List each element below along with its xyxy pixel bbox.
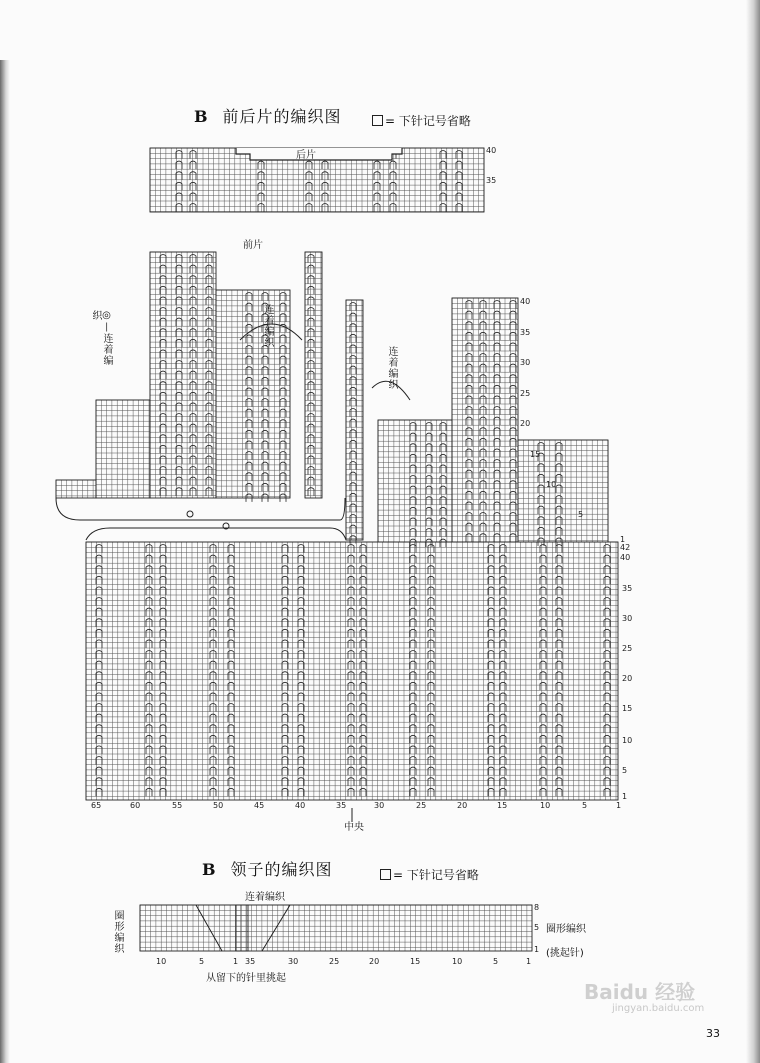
row-number: 8 <box>534 903 540 912</box>
column-number: 30 <box>374 801 385 810</box>
empty-square-icon <box>372 115 383 126</box>
row-number: 42 <box>620 543 631 552</box>
watermark-url: jingyan.baidu.com <box>612 1003 705 1014</box>
collar-top-note: 连着编织 <box>245 892 285 903</box>
circle-marker-icon <box>187 511 193 517</box>
front-right-top-cables <box>466 301 516 542</box>
front-left-slope-grid-lines <box>216 290 290 498</box>
front-left-step-grid <box>96 400 150 498</box>
column-number: 20 <box>369 957 380 966</box>
center-label: 中央 <box>344 822 364 833</box>
row-number: 20 <box>622 674 633 683</box>
column-number: 1 <box>526 957 532 966</box>
front-right-slope-grid-lines <box>378 420 452 542</box>
column-number: 10 <box>452 957 463 966</box>
collar-slope-line <box>196 905 290 951</box>
column-number: 65 <box>91 801 102 810</box>
front-strip-cables <box>308 255 314 496</box>
row-number: 30 <box>520 358 531 367</box>
column-number: 35 <box>336 801 347 810</box>
front-left-step-grid-border <box>96 400 150 498</box>
collar-bottom-note: 从留下的针里挑起 <box>206 973 286 984</box>
front-right-slope-grid <box>378 420 452 542</box>
row-number: 15 <box>530 450 541 459</box>
center-strip-cables <box>350 303 356 544</box>
section-letter: B <box>194 107 209 126</box>
row-number: 15 <box>622 704 633 713</box>
column-number: 20 <box>457 801 468 810</box>
column-number: 15 <box>410 957 421 966</box>
column-number: 40 <box>295 801 306 810</box>
empty-square-icon <box>380 869 391 880</box>
section-title-text: 领子的编织图 <box>230 860 333 879</box>
row-number: 10 <box>622 736 633 745</box>
front-left-tip-grid-lines <box>56 480 96 498</box>
front-left-tip-grid-border <box>56 480 96 498</box>
column-number: 60 <box>130 801 141 810</box>
row-number: 1 <box>622 792 628 801</box>
collar-left-note: 圈形编织 <box>112 910 123 954</box>
row-number: 1 <box>534 945 540 954</box>
connect-note-lower: 连着编织 <box>386 346 397 390</box>
left-connect-note: ◎—连着编织 <box>90 310 112 366</box>
section-letter: B <box>202 860 217 879</box>
collar-grid-lines <box>140 905 532 951</box>
front-left-step-grid-lines <box>96 400 150 498</box>
back-neckline <box>236 148 402 160</box>
front-right-top-grid-lines <box>452 298 518 542</box>
column-number: 55 <box>172 801 183 810</box>
front-right-top-grid <box>452 298 518 542</box>
row-number: 20 <box>520 419 531 428</box>
row-number: 40 <box>620 553 631 562</box>
column-number: 15 <box>497 801 508 810</box>
column-number: 50 <box>213 801 224 810</box>
front-piece-label: 前片 <box>243 240 263 251</box>
main-body-cables <box>96 545 610 797</box>
front-left-tip-grid <box>56 480 96 498</box>
front-strip-grid <box>305 252 322 498</box>
collar-right-note: 圈形编织 <box>546 924 586 935</box>
front-left-panel-cables <box>160 255 212 496</box>
symbol-legend <box>372 112 471 129</box>
column-number: 1 <box>616 801 622 810</box>
connect-note-upper: 连着编织 <box>262 304 273 348</box>
column-number: 10 <box>540 801 551 810</box>
left-bracket-line <box>56 498 345 520</box>
column-number: 25 <box>329 957 340 966</box>
watermark-logo: Baidu 经验 <box>584 980 696 1004</box>
row-number: 40 <box>486 146 497 155</box>
row-number: 30 <box>622 614 633 623</box>
column-number: 5 <box>582 801 588 810</box>
back-piece-label: 后片 <box>296 150 316 161</box>
legend-text: = 下针记号省略 <box>385 114 471 128</box>
row-number: 25 <box>622 644 633 653</box>
column-number: 25 <box>416 801 427 810</box>
legend-text: = 下针记号省略 <box>393 868 479 882</box>
lower-bracket-line <box>86 528 346 540</box>
section-title-text: 前后片的编织图 <box>222 107 342 126</box>
column-number: 30 <box>288 957 299 966</box>
column-number: 5 <box>199 957 205 966</box>
column-number: 45 <box>254 801 265 810</box>
row-number: 5 <box>534 923 540 932</box>
front-strip-grid-lines <box>305 252 322 498</box>
symbol-legend <box>380 866 479 883</box>
collar-grid <box>140 905 532 951</box>
row-number: 35 <box>622 584 633 593</box>
row-number: 35 <box>486 176 497 185</box>
page-number: 33 <box>706 1027 720 1040</box>
row-number: 10 <box>546 480 557 489</box>
column-number: 35 <box>245 957 256 966</box>
row-number: 1 <box>620 535 626 544</box>
column-number: 1 <box>233 957 239 966</box>
column-number: 5 <box>493 957 499 966</box>
row-number: 35 <box>520 328 531 337</box>
row-number: 25 <box>520 389 531 398</box>
row-number: 5 <box>622 766 628 775</box>
section-title <box>202 857 333 880</box>
row-number: 5 <box>578 510 584 519</box>
section-title <box>194 104 342 127</box>
column-number: 10 <box>156 957 167 966</box>
row-number: 40 <box>520 297 531 306</box>
collar-right-note: (挑起针) <box>546 948 584 959</box>
front-left-slope-grid <box>216 290 290 498</box>
